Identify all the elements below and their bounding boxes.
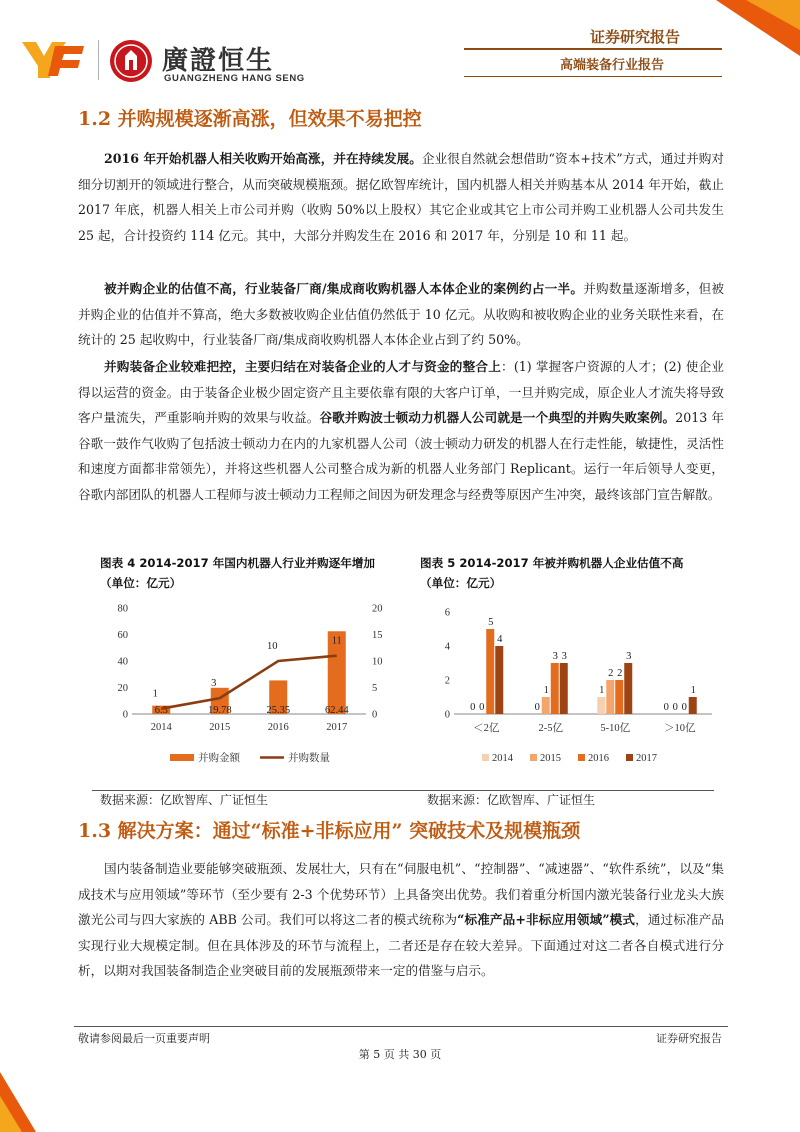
figure-5-source: 数据来源：亿欧智库、广证恒生 [427, 793, 596, 807]
y-axis-tick-label: 2 [444, 675, 450, 687]
figure-4-caption-line2: （单位：亿元） [100, 576, 182, 590]
footer-report-type: 证券研究报告 [656, 1032, 722, 1045]
header-report-sector: 高端装备行业报告 [559, 58, 664, 73]
y-axis-tick-label: 60 [117, 630, 128, 641]
header-rule-top [464, 48, 722, 50]
section-1-2-title: 1.2 并购规模逐渐高涨，但效果不易把控 [78, 108, 422, 130]
bar-data-label: 19.78 [207, 705, 232, 716]
bar-data-label: 4 [497, 634, 503, 645]
p3-lead-b: 谷歌并购波士顿动力机器人公司就是一个典型的并购失败案例。 [319, 410, 676, 425]
p3-body-a: ：(1) 掌握客户资源的人才；(2) 使企业得以运营的资金。由于装备企业极少固定资产且主要依靠有限的大客户订单，一旦并购完成，原企业人才流失将导致客户量流失，严重影响并购的效果与收益。 [78, 359, 724, 425]
bar-2017-3 [689, 697, 697, 714]
y2-axis-tick-label: 10 [372, 656, 383, 668]
bar-data-label: 2 [608, 668, 614, 679]
line-data-label: 1 [152, 688, 158, 700]
figure-4-caption-line1: 图表 4 2014-2017 年国内机器人行业并购逐年增加 [100, 556, 376, 570]
s13-lead: “标准产品+非标应用领域”模式 [457, 912, 636, 927]
p3-lead: 并购装备企业较难把控，主要归结在对装备企业的人才与资金的整合上 [104, 359, 502, 374]
y2-axis-tick-label: 20 [372, 603, 383, 615]
bar-data-label: 0 [470, 702, 476, 713]
corner-decoration-bottom-left [0, 1072, 36, 1132]
y-axis-tick-label: 0 [122, 709, 128, 721]
header-report-type: 证券研究报告 [589, 28, 680, 46]
y2-axis-tick-label: 5 [372, 683, 378, 694]
p2-body: 并购数量逐渐增多，但被并购企业的估值并不算高，绝大多数被收购企业估值仍然低于 10 亿元。从收购和被收购企业的业务关联性来看，在统计的 25 起收购中，行业装备厂商/集成商收购机器人本体企业占到了约 50%。 [78, 281, 725, 347]
bar-2016-0 [486, 629, 494, 714]
legend-label-amount: 并购金额 [198, 753, 240, 764]
y2-axis-tick-label: 15 [372, 630, 383, 641]
bar-data-label: 1 [599, 685, 605, 696]
section-1-3-paragraph-1 [78, 856, 724, 984]
figure-5-caption [420, 553, 683, 593]
bar-data-label: 1 [690, 685, 696, 696]
legend-label-2015: 2015 [540, 753, 561, 764]
legend-label-count: 并购数量 [288, 753, 330, 764]
bar-2015-2 [606, 680, 614, 714]
bar-data-label: 1 [543, 685, 549, 696]
logo-divider [98, 40, 99, 80]
y-axis-tick-label: 20 [117, 683, 128, 694]
y-axis-tick-label: 80 [117, 603, 128, 615]
line-data-label: 11 [331, 635, 342, 647]
bar-data-label: 3 [561, 651, 567, 662]
x-axis-tick-label: 2014 [150, 722, 172, 733]
section-1-2-paragraph-2 [78, 276, 724, 353]
figure-4-chart [100, 596, 410, 774]
figure-5-chart [430, 596, 720, 774]
y-axis-tick-label: 4 [444, 641, 450, 653]
legend-swatch-2015 [530, 754, 537, 761]
bar-2014-2 [597, 697, 605, 714]
figure-5-caption-line2: （单位：亿元） [420, 576, 502, 590]
section-1-2-paragraph-1 [78, 146, 724, 248]
bar-data-label: 62.44 [324, 705, 349, 716]
bar-2017-2 [624, 663, 632, 714]
x-axis-tick-label: ＞10亿 [664, 723, 696, 734]
section-1-2-paragraph-3 [78, 354, 724, 507]
bar-data-label: 0 [672, 702, 678, 713]
legend-swatch-2017 [626, 754, 633, 761]
y-axis-tick-label: 6 [444, 607, 450, 619]
section-1-3-title: 1.3 解决方案：通过“标准+非标应用” 突破技术及规模瓶颈 [78, 820, 581, 842]
bar-data-label: 0 [479, 702, 485, 713]
legend-label-2017: 2017 [636, 753, 657, 764]
y2-axis-tick-label: 0 [372, 709, 378, 721]
p1-lead: 2016 年开始机器人相关收购开始高涨，并在持续发展。 [104, 151, 422, 166]
y-axis-tick-label: 40 [117, 656, 128, 668]
bar-data-label: 2 [617, 668, 623, 679]
brand-name-en: GUANGZHENG HANG SENG [164, 73, 305, 84]
bar-2015-1 [542, 697, 550, 714]
bar-data-label: 6.3 [154, 705, 168, 716]
x-axis-tick-label: 2016 [267, 722, 289, 733]
figure-4-caption [100, 553, 375, 593]
legend-label-2014: 2014 [492, 753, 513, 764]
bar-data-label: 0 [534, 702, 540, 713]
s13-body-a: 国内装备制造业要能够突破瓶颈、发展壮大，只有在“伺服电机”、“控制器”、“减速器”、“软件系统”，以及“集成技术与应用领域”等环节（至少要有 2-3 个优势环节）上具备突出优势。我们着重分析国内激光装备行业龙头大族激光公司与四大家族的 ABB 公司。我们可以将这二者的模式统称为 [78, 861, 724, 927]
figure-5-caption-line1: 图表 5 2014-2017 年被并购机器人企业估值不高 [420, 556, 684, 570]
line-data-label: 10 [267, 641, 278, 652]
x-axis-tick-label: ＜2亿 [473, 723, 500, 734]
bar-2016-1 [551, 663, 559, 714]
x-axis-tick-label: 2015 [209, 722, 231, 733]
x-axis-tick-label: 5-10亿 [600, 723, 631, 734]
s13-body-b: ，通过标准产品实现行业大规模定制。但在具体涉及的环节与流程上，二者还是存在较大差异。下面通过对这二者各自模式进行分析，以期对我国装备制造企业突破目前的发展瓶颈带来一定的借鉴与启示。 [78, 912, 725, 978]
legend-swatch-2014 [482, 754, 489, 761]
bar-2017-1 [560, 663, 568, 714]
p2-lead: 被并购企业的估值不高，行业装备厂商/集成商收购机器人本体企业的案例约占一半。 [104, 281, 584, 296]
footer-rule [74, 1026, 728, 1027]
footer-disclaimer: 敬请参阅最后一页重要声明 [78, 1032, 210, 1045]
bar-2016-2 [615, 680, 623, 714]
legend-swatch-amount [170, 754, 194, 761]
seal-logo-icon [108, 38, 154, 84]
bar-data-label: 0 [681, 702, 687, 713]
ye-logo-icon [22, 38, 84, 80]
bar-2017-0 [495, 646, 503, 714]
bar-data-label: 5 [488, 617, 494, 628]
brand-name-cn: 廣證恒生 [162, 46, 275, 76]
p3-body-b: 2013 年谷歌一鼓作气收购了包括波士顿动力在内的九家机器人公司（波士顿动力研发的机器人在行走性能，敏捷性，灵活性和速度方面都非常领先），并将这些机器人公司整合成为新的机器人业务部门 Replicant。运行一年后领导人变更，谷歌内部团队的机器人工程师与波士顿动力工程师之间因为研发理念与经费等原因产生冲突，最终该部门宣告解散。 [78, 410, 724, 502]
legend-swatch-2016 [578, 754, 585, 761]
bar-data-label: 3 [552, 651, 558, 662]
legend-label-2016: 2016 [588, 753, 609, 764]
figure-4-source: 数据来源：亿欧智库、广证恒生 [100, 793, 269, 807]
y-axis-tick-label: 0 [444, 709, 450, 721]
bar-data-label: 0 [663, 702, 669, 713]
x-axis-tick-label: 2017 [326, 722, 348, 733]
x-axis-tick-label: 2-5亿 [538, 723, 563, 734]
corner-decoration-top-right [716, 0, 800, 56]
line-data-label: 3 [211, 678, 217, 690]
line-series-count [161, 656, 337, 709]
footer-page-number: 第 5 页 共 30 页 [358, 1048, 442, 1061]
header-rule-bottom [464, 76, 722, 77]
bar-data-label: 3 [626, 651, 632, 662]
bar-data-label: 25.35 [266, 705, 291, 716]
p1-body: 企业很自然就会想借助“资本+技术”方式，通过并购对细分切割开的领域进行整合，从而突破规模瓶颈。据亿欧智库统计，国内机器人相关并购基本从 2014 年开始，截止 2017 年底，机器人相关上市公司并购（收购 50%以上股权）其它企业或其它上市公司并购工业机器人公司共发生 25 起，合计投资约 114 亿元。其中，大部分并购发生在 2016 和 2017 年，分别是 10 和 11 起。 [78, 151, 724, 243]
